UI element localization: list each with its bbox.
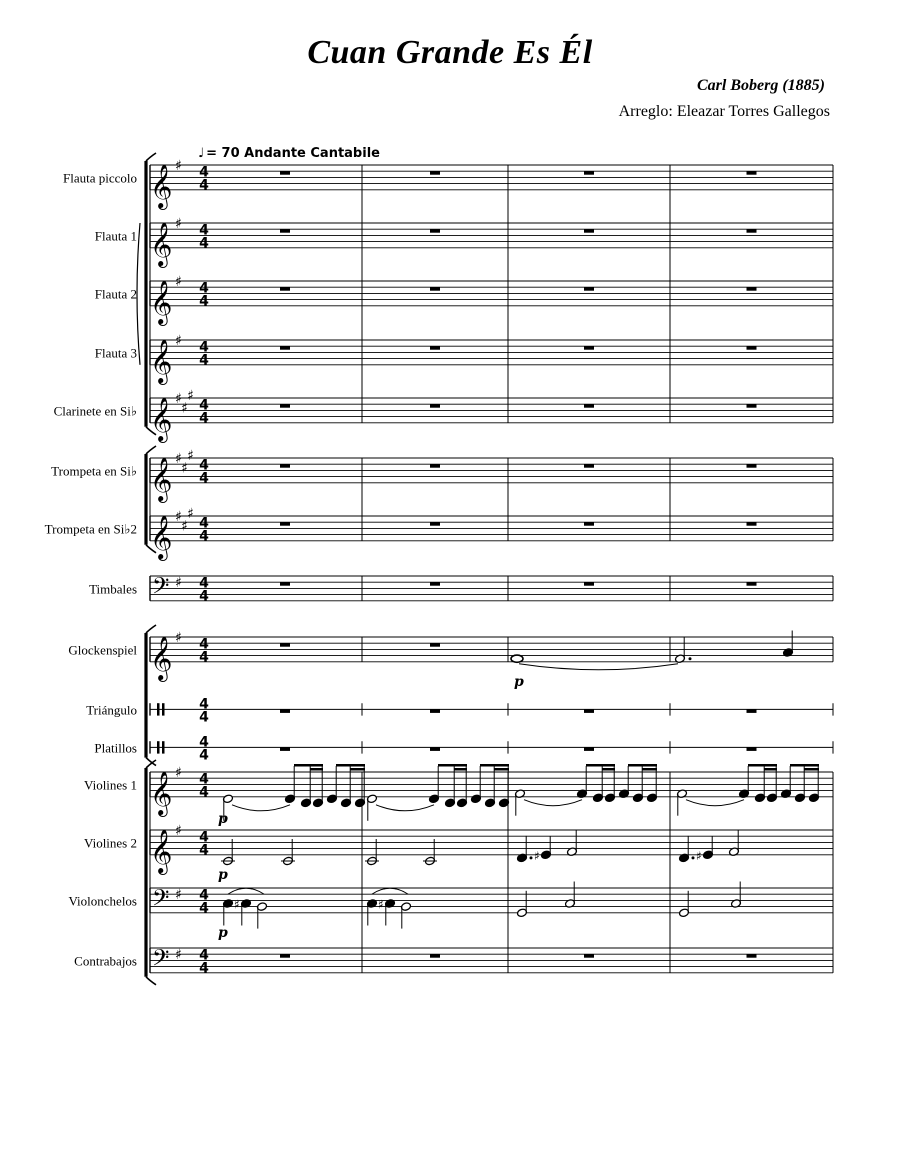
instrument-name: Glockenspiel bbox=[68, 642, 137, 658]
dynamic-marking: p bbox=[218, 867, 228, 884]
key-sharp-icon: ♯ bbox=[181, 518, 188, 535]
whole-rest bbox=[747, 229, 757, 233]
key-sharp-icon: ♯ bbox=[175, 887, 182, 904]
sharp-icon: ♯ bbox=[534, 848, 540, 863]
key-sharp-icon: ♯ bbox=[175, 947, 182, 964]
composer: Carl Boberg (1885) bbox=[697, 77, 825, 94]
slur bbox=[524, 800, 582, 806]
slur bbox=[232, 805, 290, 811]
treble-clef-icon: 𝄞 bbox=[150, 514, 173, 559]
whole-rest bbox=[430, 229, 440, 233]
whole-rest bbox=[584, 709, 594, 713]
time-signature-bottom: 4 bbox=[199, 960, 209, 977]
beam bbox=[310, 768, 323, 771]
beam bbox=[336, 764, 365, 767]
instrument-name: Trompeta en Si♭2 bbox=[44, 521, 137, 537]
whole-rest bbox=[747, 171, 757, 175]
key-sharp-icon: ♯ bbox=[187, 505, 194, 522]
time-signature-bottom: 4 bbox=[199, 470, 209, 487]
whole-rest bbox=[584, 582, 594, 586]
time-signature-top: 4 bbox=[199, 575, 209, 592]
whole-rest bbox=[280, 747, 290, 751]
slur bbox=[376, 805, 434, 811]
key-sharp-icon: ♯ bbox=[187, 447, 194, 464]
whole-rest bbox=[584, 346, 594, 350]
whole-rest bbox=[584, 404, 594, 408]
time-signature-bottom: 4 bbox=[199, 410, 209, 427]
whole-rest bbox=[584, 747, 594, 751]
key-sharp-icon: ♯ bbox=[175, 216, 182, 232]
whole-rest bbox=[584, 287, 594, 291]
whole-rest bbox=[280, 643, 290, 647]
key-sharp-icon: ♯ bbox=[175, 823, 182, 839]
time-signature-bottom: 4 bbox=[199, 784, 209, 801]
tempo-text: = 70 Andante Cantabile bbox=[206, 146, 380, 161]
beam bbox=[602, 768, 615, 771]
whole-rest bbox=[280, 404, 290, 408]
whole-rest bbox=[430, 522, 440, 526]
beam bbox=[804, 768, 819, 771]
group-bracket bbox=[146, 977, 156, 985]
time-signature-bottom: 4 bbox=[199, 842, 209, 859]
staves bbox=[45, 153, 833, 985]
time-signature-bottom: 4 bbox=[199, 747, 209, 764]
time-signature-bottom: 4 bbox=[199, 900, 209, 917]
time-signature-top: 4 bbox=[199, 397, 209, 414]
whole-rest bbox=[584, 229, 594, 233]
beam bbox=[438, 764, 467, 767]
key-sharp-icon: ♯ bbox=[175, 451, 182, 467]
beam bbox=[454, 768, 467, 771]
treble-clef-icon: 𝄞 bbox=[150, 828, 173, 873]
beam bbox=[480, 764, 509, 767]
time-signature-top: 4 bbox=[199, 222, 209, 239]
time-signature-top: 4 bbox=[199, 887, 209, 904]
whole-rest bbox=[280, 464, 290, 468]
time-signature-bottom: 4 bbox=[199, 528, 209, 545]
percussion-clef-icon bbox=[162, 741, 165, 753]
dynamic-marking: p bbox=[218, 925, 228, 942]
whole-note bbox=[511, 655, 523, 662]
whole-rest bbox=[747, 709, 757, 713]
beam bbox=[494, 768, 509, 771]
whole-rest bbox=[280, 522, 290, 526]
beam bbox=[790, 764, 819, 767]
whole-rest bbox=[747, 464, 757, 468]
whole-rest bbox=[747, 522, 757, 526]
instrument-name: Violines 1 bbox=[83, 777, 137, 793]
key-sharp-icon: ♯ bbox=[175, 630, 182, 646]
tempo-beat-icon: ♩ bbox=[198, 146, 205, 161]
flute-brace bbox=[137, 223, 140, 365]
slur bbox=[686, 800, 744, 806]
instrument-name: Clarinete en Si♭ bbox=[53, 403, 137, 419]
whole-rest bbox=[430, 582, 440, 586]
whole-rest bbox=[584, 522, 594, 526]
time-signature-top: 4 bbox=[199, 339, 209, 356]
instrument-name: Trompeta en Si♭ bbox=[51, 463, 137, 479]
score-title: Cuan Grande Es Él bbox=[307, 34, 593, 71]
treble-clef-icon: 𝄞 bbox=[150, 396, 173, 441]
whole-rest bbox=[430, 709, 440, 713]
beam bbox=[628, 764, 657, 767]
time-signature-bottom: 4 bbox=[199, 709, 209, 726]
treble-clef-icon: 𝄞 bbox=[150, 221, 173, 266]
whole-rest bbox=[747, 954, 757, 958]
time-signature-top: 4 bbox=[199, 515, 209, 532]
whole-rest bbox=[280, 709, 290, 713]
key-sharp-icon: ♯ bbox=[181, 400, 188, 417]
key-sharp-icon: ♯ bbox=[175, 274, 182, 290]
time-signature-top: 4 bbox=[199, 636, 209, 653]
whole-rest bbox=[584, 954, 594, 958]
beam bbox=[748, 764, 777, 767]
treble-clef-icon: 𝄞 bbox=[150, 279, 173, 324]
whole-rest bbox=[747, 346, 757, 350]
bass-clef-icon: 𝄢 bbox=[152, 573, 170, 605]
percussion-clef-icon bbox=[162, 703, 165, 715]
time-signature-top: 4 bbox=[199, 280, 209, 297]
treble-clef-icon: 𝄞 bbox=[150, 770, 173, 815]
whole-rest bbox=[280, 229, 290, 233]
instrument-name: Flauta piccolo bbox=[62, 170, 137, 186]
whole-rest bbox=[430, 346, 440, 350]
time-signature-bottom: 4 bbox=[199, 588, 209, 605]
slur bbox=[372, 888, 408, 894]
tempo-marking bbox=[198, 146, 380, 161]
whole-rest bbox=[430, 643, 440, 647]
time-signature-top: 4 bbox=[199, 457, 209, 474]
whole-rest bbox=[430, 171, 440, 175]
whole-rest bbox=[280, 287, 290, 291]
whole-rest bbox=[430, 954, 440, 958]
beam bbox=[764, 768, 777, 771]
beam bbox=[350, 768, 365, 771]
group-bracket bbox=[146, 446, 156, 454]
beam bbox=[586, 764, 615, 767]
key-sharp-icon: ♯ bbox=[181, 460, 188, 477]
instrument-name: Flauta 1 bbox=[94, 228, 137, 244]
instrument-name: Violonchelos bbox=[68, 893, 137, 909]
whole-rest bbox=[280, 346, 290, 350]
time-signature-bottom: 4 bbox=[199, 352, 209, 369]
whole-rest bbox=[280, 954, 290, 958]
beam bbox=[642, 768, 657, 771]
dynamic-marking: p bbox=[218, 810, 228, 827]
time-signature-top: 4 bbox=[199, 829, 209, 846]
sharp-icon: ♯ bbox=[378, 897, 384, 912]
time-signature-top: 4 bbox=[199, 734, 209, 751]
whole-rest bbox=[584, 464, 594, 468]
treble-clef-icon: 𝄞 bbox=[150, 635, 173, 680]
key-sharp-icon: ♯ bbox=[175, 765, 182, 781]
whole-rest bbox=[430, 404, 440, 408]
dot bbox=[689, 657, 692, 660]
whole-rest bbox=[280, 171, 290, 175]
time-signature-top: 4 bbox=[199, 696, 209, 713]
key-sharp-icon: ♯ bbox=[175, 333, 182, 349]
dot bbox=[530, 856, 533, 859]
whole-rest bbox=[430, 464, 440, 468]
sharp-icon: ♯ bbox=[696, 848, 702, 863]
treble-clef-icon: 𝄞 bbox=[150, 338, 173, 383]
whole-rest bbox=[430, 287, 440, 291]
treble-clef-icon: 𝄞 bbox=[150, 456, 173, 501]
key-sharp-icon: ♯ bbox=[175, 509, 182, 525]
instrument-name: Timbales bbox=[89, 581, 137, 597]
sharp-icon: ♯ bbox=[234, 897, 240, 912]
treble-clef-icon: 𝄞 bbox=[150, 163, 173, 208]
whole-rest bbox=[584, 171, 594, 175]
time-signature-bottom: 4 bbox=[199, 235, 209, 252]
beam bbox=[294, 764, 323, 767]
whole-rest bbox=[747, 747, 757, 751]
percussion-clef-icon bbox=[157, 741, 160, 753]
bass-clef-icon: 𝄢 bbox=[152, 945, 170, 977]
whole-rest bbox=[747, 404, 757, 408]
dot bbox=[692, 856, 695, 859]
time-signature-top: 4 bbox=[199, 771, 209, 788]
arranger: Arreglo: Eleazar Torres Gallegos bbox=[618, 103, 830, 120]
key-sharp-icon: ♯ bbox=[187, 387, 194, 404]
key-sharp-icon: ♯ bbox=[175, 158, 182, 174]
whole-rest bbox=[430, 747, 440, 751]
slur bbox=[228, 888, 264, 894]
percussion-clef-icon bbox=[157, 703, 160, 715]
time-signature-top: 4 bbox=[199, 947, 209, 964]
time-signature-bottom: 4 bbox=[199, 649, 209, 666]
instrument-name: Flauta 3 bbox=[94, 345, 137, 361]
instrument-name: Flauta 2 bbox=[94, 286, 137, 302]
instrument-name: Violines 2 bbox=[83, 835, 137, 851]
whole-rest bbox=[747, 582, 757, 586]
whole-rest bbox=[280, 582, 290, 586]
dynamic-marking: p bbox=[514, 673, 524, 690]
instrument-name: Platillos bbox=[94, 740, 137, 756]
time-signature-bottom: 4 bbox=[199, 293, 209, 310]
group-bracket bbox=[146, 153, 156, 161]
instrument-name: Contrabajos bbox=[74, 953, 137, 969]
time-signature-top: 4 bbox=[199, 164, 209, 181]
key-sharp-icon: ♯ bbox=[175, 391, 182, 407]
bass-clef-icon: 𝄢 bbox=[152, 885, 170, 917]
time-signature-bottom: 4 bbox=[199, 177, 209, 194]
slur bbox=[519, 664, 678, 670]
key-sharp-icon: ♯ bbox=[175, 575, 182, 592]
group-bracket bbox=[146, 625, 156, 633]
whole-rest bbox=[747, 287, 757, 291]
instrument-name: Triángulo bbox=[86, 702, 137, 718]
